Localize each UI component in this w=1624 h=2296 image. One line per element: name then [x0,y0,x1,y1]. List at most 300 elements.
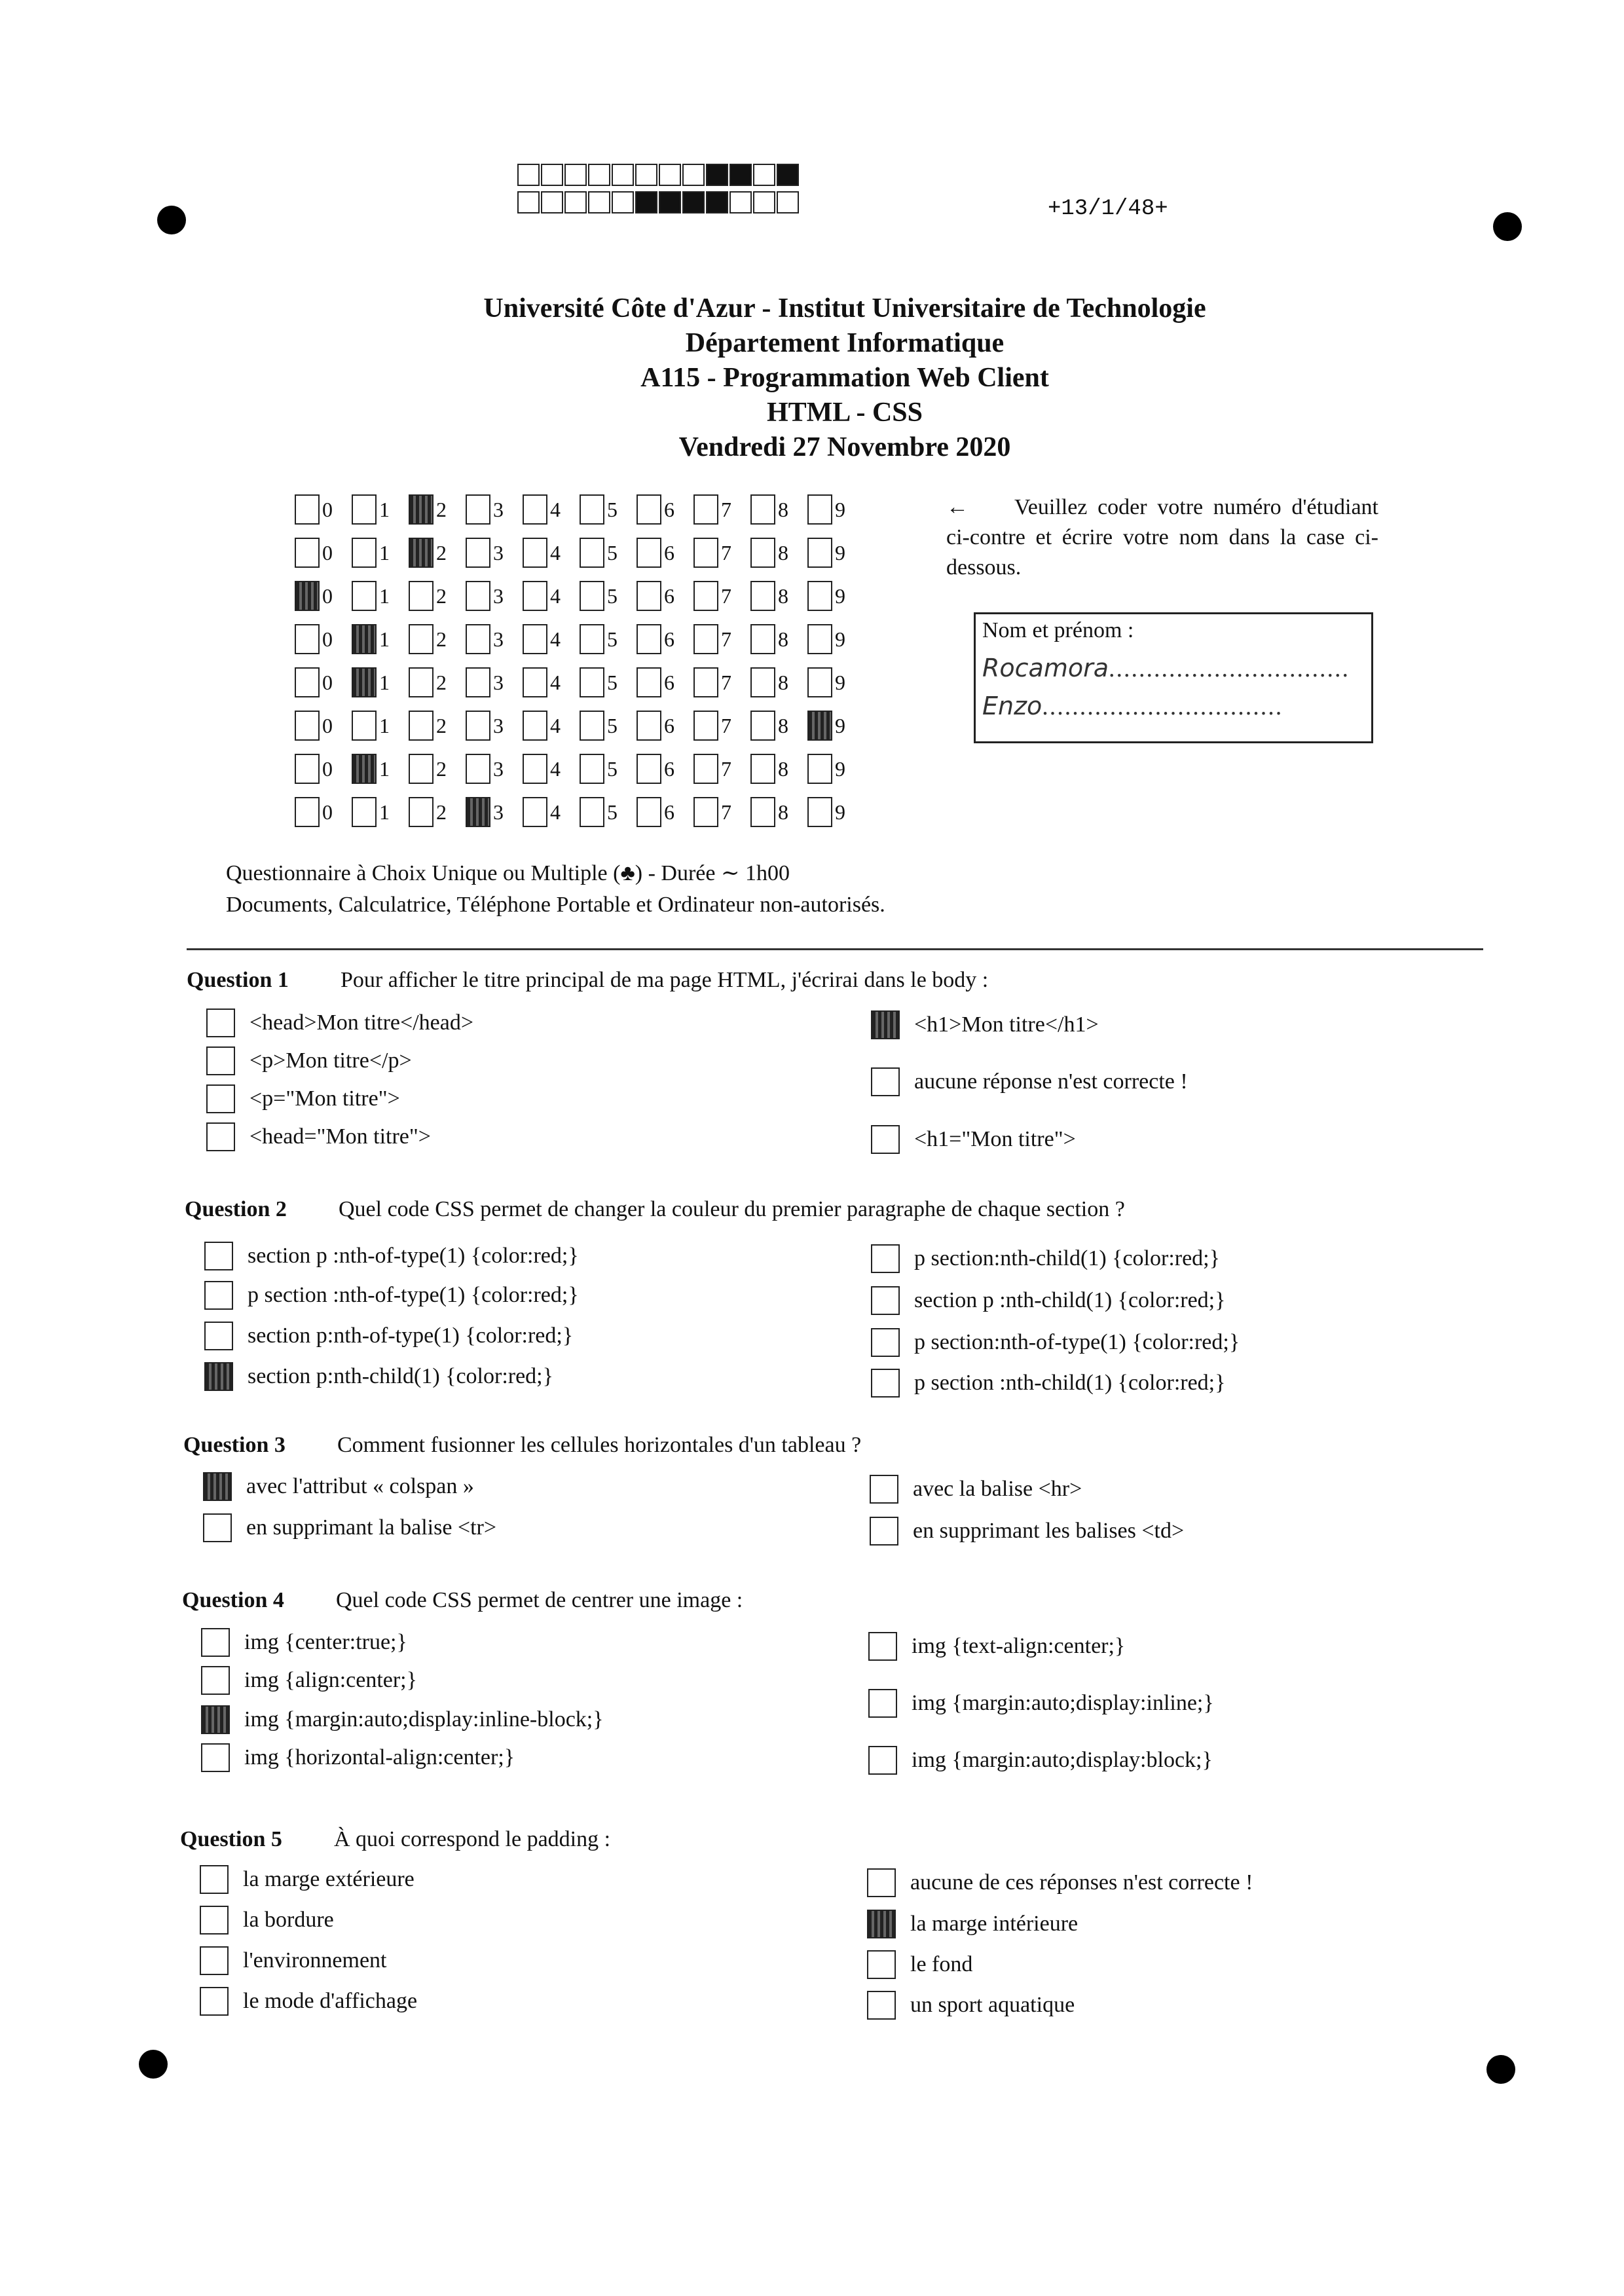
digit-label: 9 [835,540,845,565]
barcode-cell [612,191,634,213]
answer-option [871,1125,1076,1154]
digit-label: 2 [436,713,447,737]
digit-option [693,494,750,525]
digit-label: 1 [379,627,390,651]
digit-option [295,581,352,611]
barcode-cell [729,191,752,213]
digit-label: 6 [664,670,674,694]
answer-checkbox[interactable] [204,1362,233,1391]
digit-checkbox[interactable] [580,797,604,827]
digit-checkbox[interactable] [750,667,775,697]
answer-checkbox[interactable] [201,1628,230,1657]
answer-checkbox[interactable] [871,1067,900,1096]
answer-checkbox[interactable] [200,1906,229,1935]
digit-label: 8 [778,670,788,694]
digit-label: 0 [322,800,333,824]
name-box-label: Nom et prénom : [982,618,1134,642]
barcode-cell [682,191,705,213]
digit-checkbox[interactable] [693,754,718,784]
registration-mark-bottom-right [1486,2055,1515,2084]
digit-checkbox[interactable] [523,667,547,697]
answer-text: aucune de ces réponses n'est correcte ! [910,1870,1253,1895]
digit-option [466,538,523,568]
digit-label: 0 [322,497,333,521]
digit-label: 5 [607,756,618,781]
dotted-line: ................................ [1042,693,1283,720]
digit-option [580,797,637,827]
digit-checkbox[interactable] [523,581,547,611]
digit-label: 8 [778,540,788,565]
answer-text: section p:nth-of-type(1) {color:red;} [248,1324,574,1348]
digit-option [523,494,580,525]
digit-label: 1 [379,800,390,824]
answer-option [206,1046,412,1075]
answer-option [201,1705,604,1734]
student-id-row [295,790,864,834]
digit-option [750,754,807,784]
student-id-row [295,618,864,661]
answer-checkbox[interactable] [201,1705,230,1734]
digit-checkbox[interactable] [352,581,377,611]
digit-checkbox[interactable] [352,494,377,525]
answer-option [871,1369,1225,1398]
digit-option [523,581,580,611]
digit-checkbox[interactable] [409,538,434,568]
answer-checkbox[interactable] [206,1009,235,1037]
answer-checkbox[interactable] [870,1517,898,1546]
digit-label: 2 [436,627,447,651]
question-text: Quel code CSS permet de centrer une image : [336,1588,743,1612]
instructions-text: Veuillez coder votre numéro d'étudiant ci-contre et écrire votre nom dans la case ci-dessous. [946,495,1378,580]
barcode-cell [682,164,705,186]
digit-checkbox[interactable] [523,624,547,654]
question-text: Comment fusionner les cellules horizontales d'un tableau ? [337,1433,862,1457]
answer-checkbox[interactable] [867,1991,896,2020]
digit-label: 9 [835,583,845,608]
digit-checkbox[interactable] [295,667,320,697]
digit-label: 3 [493,756,504,781]
digit-label: 7 [721,540,731,565]
digit-checkbox[interactable] [750,538,775,568]
answer-checkbox[interactable] [201,1743,230,1772]
digit-checkbox[interactable] [637,538,661,568]
digit-option [637,581,693,611]
digit-option [352,581,409,611]
digit-checkbox[interactable] [409,754,434,784]
answer-checkbox[interactable] [204,1242,233,1270]
digit-option [580,711,637,741]
answer-checkbox[interactable] [867,1868,896,1897]
registration-mark-bottom-left [139,2050,168,2079]
digit-checkbox[interactable] [750,711,775,741]
digit-checkbox[interactable] [580,581,604,611]
digit-checkbox[interactable] [750,581,775,611]
barcode-cell [517,164,540,186]
header-date: Vendredi 27 Novembre 2020 [678,432,1011,462]
digit-label: 0 [322,627,333,651]
digit-checkbox[interactable] [352,754,377,784]
digit-checkbox[interactable] [466,711,490,741]
answer-checkbox[interactable] [200,1987,229,2016]
barcode-cell [706,164,728,186]
digit-option [637,538,693,568]
question-header [187,968,988,993]
digit-checkbox[interactable] [352,711,377,741]
digit-checkbox[interactable] [807,624,832,654]
answer-checkbox[interactable] [868,1746,897,1775]
answer-option [871,1010,1099,1039]
digit-checkbox[interactable] [466,667,490,697]
digit-label: 8 [778,627,788,651]
digit-checkbox[interactable] [580,711,604,741]
digit-checkbox[interactable] [807,538,832,568]
answer-option [200,1906,334,1935]
digit-option [352,711,409,741]
digit-checkbox[interactable] [466,797,490,827]
digit-label: 2 [436,670,447,694]
digit-option [466,581,523,611]
digit-checkbox[interactable] [637,667,661,697]
digit-checkbox[interactable] [295,624,320,654]
digit-checkbox[interactable] [466,581,490,611]
digit-option [637,754,693,784]
answer-checkbox[interactable] [206,1122,235,1151]
question-text: À quoi correspond le padding : [334,1827,611,1851]
answer-checkbox[interactable] [868,1632,897,1661]
digit-checkbox[interactable] [409,624,434,654]
header-university: Université Côte d'Azur - Institut Universitaire de Technologie [483,293,1206,324]
digit-label: 4 [550,670,561,694]
digit-checkbox[interactable] [409,494,434,525]
answer-checkbox[interactable] [204,1322,233,1350]
answer-checkbox[interactable] [201,1666,230,1695]
digit-option [352,667,409,697]
student-id-row [295,531,864,574]
digit-option [637,624,693,654]
barcode-cell [659,191,681,213]
answer-checkbox[interactable] [203,1472,232,1501]
digit-checkbox[interactable] [580,624,604,654]
digit-checkbox[interactable] [580,494,604,525]
digit-checkbox[interactable] [466,624,490,654]
digit-checkbox[interactable] [409,797,434,827]
question-text: Quel code CSS permet de changer la couleur du premier paragraphe de chaque section ? [339,1197,1125,1221]
digit-label: 2 [436,540,447,565]
digit-option [580,538,637,568]
barcode-cell [706,191,728,213]
answer-option [868,1746,1213,1775]
answer-checkbox[interactable] [871,1328,900,1357]
digit-label: 8 [778,713,788,737]
answer-option [868,1632,1125,1661]
answer-option [867,1991,1075,2020]
meta-rules: Documents, Calculatrice, Téléphone Portable et Ordinateur non-autorisés. [226,893,885,917]
digit-option [750,538,807,568]
digit-label: 3 [493,670,504,694]
barcode-cell [659,164,681,186]
digit-checkbox[interactable] [523,797,547,827]
digit-checkbox[interactable] [750,624,775,654]
digit-label: 6 [664,800,674,824]
digit-checkbox[interactable] [750,754,775,784]
digit-checkbox[interactable] [807,667,832,697]
digit-label: 4 [550,627,561,651]
digit-option [637,711,693,741]
answer-checkbox[interactable] [871,1286,900,1315]
digit-checkbox[interactable] [466,494,490,525]
answer-text: avec la balise <hr> [913,1477,1082,1501]
arrow-left-icon: ← [946,495,969,519]
answer-text: l'environnement [243,1948,387,1972]
answer-option [206,1122,431,1151]
digit-label: 2 [436,800,447,824]
digit-option [807,754,864,784]
exam-header [0,291,1624,465]
digit-checkbox[interactable] [352,538,377,568]
header-course: A115 - Programmation Web Client [640,363,1049,393]
digit-checkbox[interactable] [295,494,320,525]
barcode-cell [753,191,775,213]
answer-checkbox[interactable] [871,1125,900,1154]
digit-checkbox[interactable] [295,581,320,611]
answer-option [867,1950,972,1979]
digit-label: 2 [436,583,447,608]
digit-label: 3 [493,713,504,737]
answer-text: la bordure [243,1908,334,1932]
answer-checkbox[interactable] [204,1281,233,1310]
answer-text: p section:nth-child(1) {color:red;} [914,1246,1220,1270]
answer-text: un sport aquatique [910,1993,1075,2017]
digit-checkbox[interactable] [466,538,490,568]
barcode-row [517,164,800,186]
dotted-line: ................................ [1109,655,1350,682]
name-line-first [982,692,1283,721]
digit-checkbox[interactable] [693,538,718,568]
digit-option [352,624,409,654]
digit-option [807,711,864,741]
answer-text: section p :nth-child(1) {color:red;} [914,1288,1226,1312]
digit-checkbox[interactable] [693,667,718,697]
digit-option [693,581,750,611]
digit-label: 7 [721,497,731,521]
digit-checkbox[interactable] [693,494,718,525]
digit-checkbox[interactable] [295,711,320,741]
answer-option [203,1513,496,1542]
digit-option [750,797,807,827]
digit-checkbox[interactable] [352,667,377,697]
digit-checkbox[interactable] [295,538,320,568]
digit-option [466,624,523,654]
digit-option [409,754,466,784]
digit-label: 6 [664,540,674,565]
divider [187,948,1483,950]
answer-checkbox[interactable] [871,1010,900,1039]
digit-option [295,494,352,525]
answer-checkbox[interactable] [867,1910,896,1938]
digit-checkbox[interactable] [295,754,320,784]
barcode-cell [612,164,634,186]
digit-option [807,538,864,568]
digit-checkbox[interactable] [807,711,832,741]
digit-checkbox[interactable] [580,667,604,697]
digit-label: 8 [778,800,788,824]
digit-option [409,667,466,697]
question-header [185,1197,1125,1222]
digit-label: 0 [322,713,333,737]
digit-option [466,711,523,741]
digit-label: 8 [778,756,788,781]
answer-text: <p>Mon titre</p> [249,1048,412,1073]
digit-label: 1 [379,497,390,521]
digit-checkbox[interactable] [352,797,377,827]
barcode-cell [753,164,775,186]
digit-checkbox[interactable] [693,624,718,654]
answer-checkbox[interactable] [203,1513,232,1542]
digit-option [409,797,466,827]
answer-option [200,1987,417,2016]
answer-option [870,1475,1082,1504]
answer-text: p section:nth-of-type(1) {color:red;} [914,1330,1240,1354]
answer-option [867,1910,1078,1938]
digit-label: 9 [835,670,845,694]
digit-option [352,754,409,784]
digit-option [807,667,864,697]
digit-label: 3 [493,497,504,521]
question-header [182,1588,743,1613]
answer-checkbox[interactable] [200,1865,229,1894]
barcode-cell [635,164,657,186]
digit-checkbox[interactable] [693,711,718,741]
digit-label: 1 [379,670,390,694]
barcode-cell [564,164,587,186]
question-label: Question 1 [187,968,289,992]
digit-option [523,711,580,741]
digit-label: 8 [778,583,788,608]
digit-checkbox[interactable] [466,754,490,784]
answer-text: avec l'attribut « colspan » [246,1474,474,1498]
answer-checkbox[interactable] [871,1369,900,1398]
answer-text: img {align:center;} [244,1668,417,1692]
answer-text: <head>Mon titre</head> [249,1010,473,1035]
name-box[interactable] [974,612,1373,743]
digit-checkbox[interactable] [637,624,661,654]
answer-checkbox[interactable] [867,1950,896,1979]
digit-option [409,538,466,568]
digit-option [693,624,750,654]
answer-checkbox[interactable] [206,1046,235,1075]
digit-option [466,494,523,525]
digit-checkbox[interactable] [523,538,547,568]
digit-checkbox[interactable] [750,494,775,525]
digit-checkbox[interactable] [637,711,661,741]
answer-option [868,1689,1214,1718]
digit-checkbox[interactable] [523,754,547,784]
digit-label: 9 [835,713,845,737]
answer-option [204,1281,579,1310]
answer-checkbox[interactable] [206,1084,235,1113]
barcode-row [517,191,800,213]
answer-checkbox[interactable] [870,1475,898,1504]
digit-option [580,624,637,654]
digit-option [637,494,693,525]
answer-checkbox[interactable] [868,1689,897,1718]
digit-label: 7 [721,800,731,824]
digit-label: 7 [721,756,731,781]
answer-option [867,1868,1253,1897]
digit-option [295,538,352,568]
digit-option [409,581,466,611]
digit-checkbox[interactable] [523,494,547,525]
digit-checkbox[interactable] [352,624,377,654]
digit-checkbox[interactable] [693,581,718,611]
digit-label: 0 [322,540,333,565]
digit-checkbox[interactable] [409,581,434,611]
digit-label: 7 [721,670,731,694]
digit-checkbox[interactable] [637,797,661,827]
digit-checkbox[interactable] [807,494,832,525]
answer-checkbox[interactable] [200,1946,229,1975]
digit-option [807,494,864,525]
digit-option [580,581,637,611]
digit-label: 5 [607,670,618,694]
digit-label: 6 [664,713,674,737]
digit-checkbox[interactable] [750,797,775,827]
digit-label: 0 [322,583,333,608]
question-text: Pour afficher le titre principal de ma page HTML, j'écrirai dans le body : [341,968,989,992]
digit-label: 3 [493,540,504,565]
digit-checkbox[interactable] [523,711,547,741]
question-label: Question 4 [182,1588,284,1612]
answer-text: img {margin:auto;display:inline-block;} [244,1707,604,1731]
answer-option [870,1517,1184,1546]
digit-option [750,581,807,611]
student-id-row [295,488,864,531]
digit-checkbox[interactable] [295,797,320,827]
digit-checkbox[interactable] [807,797,832,827]
digit-checkbox[interactable] [807,581,832,611]
digit-checkbox[interactable] [637,754,661,784]
digit-checkbox[interactable] [807,754,832,784]
answer-option [201,1666,417,1695]
digit-checkbox[interactable] [580,754,604,784]
answer-text: section p:nth-child(1) {color:red;} [248,1364,553,1388]
digit-label: 6 [664,627,674,651]
registration-mark-top-left [157,206,186,234]
handwritten-last-name: Rocamora [982,654,1109,682]
digit-label: 8 [778,497,788,521]
student-id-row [295,704,864,747]
digit-checkbox[interactable] [580,538,604,568]
registration-mark-top-right [1493,212,1522,241]
answer-option [206,1084,400,1113]
barcode-cell [541,164,563,186]
digit-label: 6 [664,583,674,608]
digit-label: 4 [550,756,561,781]
digit-checkbox[interactable] [637,494,661,525]
digit-checkbox[interactable] [637,581,661,611]
digit-option [295,711,352,741]
student-id-grid [295,488,864,834]
answer-checkbox[interactable] [871,1244,900,1273]
digit-option [637,667,693,697]
digit-checkbox[interactable] [409,711,434,741]
barcode-cell [777,164,799,186]
digit-checkbox[interactable] [409,667,434,697]
digit-option [352,494,409,525]
answer-option [206,1009,473,1037]
digit-checkbox[interactable] [693,797,718,827]
answer-text: img {margin:auto;display:inline;} [912,1691,1214,1715]
